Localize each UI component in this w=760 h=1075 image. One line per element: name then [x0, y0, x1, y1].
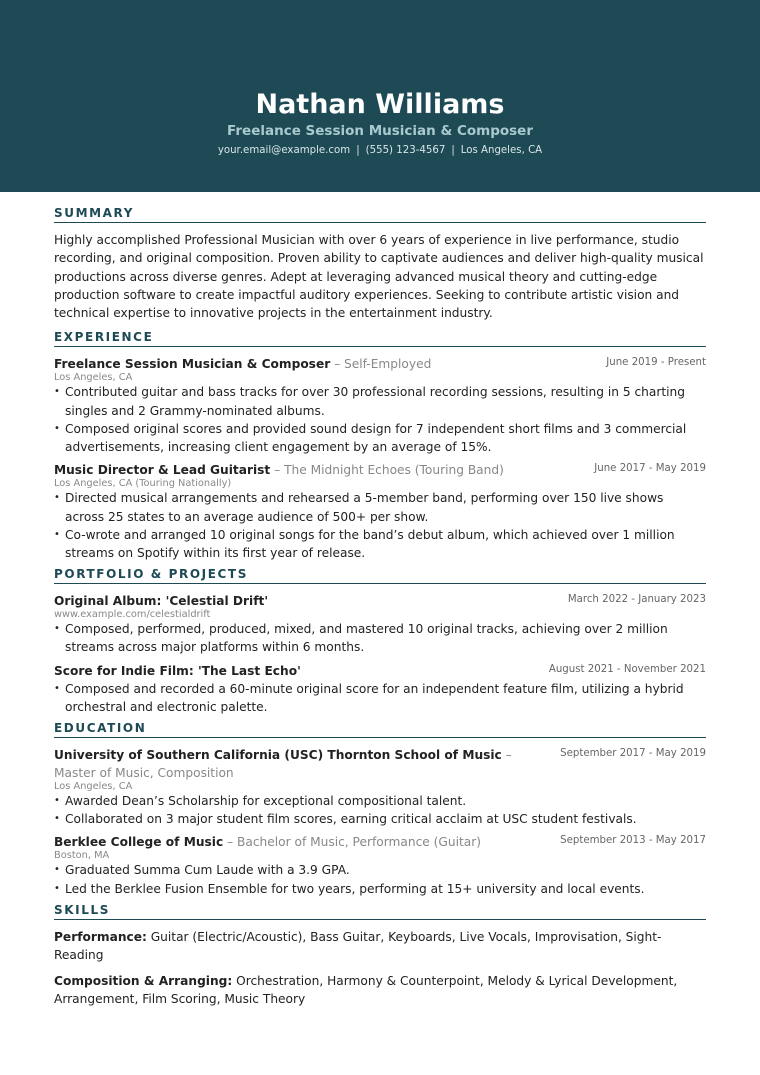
- job-title: Music Director & Lead Guitarist: [54, 463, 271, 478]
- education-date: September 2013 - May 2017: [560, 835, 706, 847]
- school-location: Boston, MA: [54, 850, 110, 862]
- project-name: Score for Indie Film: 'The Last Echo': [54, 663, 301, 678]
- project-link[interactable]: www.example.com/celestialdrift: [54, 609, 211, 621]
- section-title-experience: EXPERIENCE: [54, 330, 706, 347]
- project-date: August 2021 - November 2021: [548, 663, 706, 675]
- bullet-item: • Awarded Dean’s Scholarship for exceptional compositional talent.: [54, 792, 706, 810]
- bullet-item: • Collaborated on 3 major student film scores, earning critical acclaim at USC student festivals.: [54, 810, 706, 828]
- candidate-name: Nathan Williams: [255, 89, 505, 120]
- contact-separator: |: [356, 145, 360, 156]
- skill-label: Composition & Arranging:: [54, 974, 233, 989]
- education-entry: [54, 746, 706, 828]
- bullet-item: • Composed, performed, produced, mixed, and mastered 10 original tracks, achieving over 2 million streams across major platforms within 6 months.: [54, 620, 706, 656]
- job-date: June 2017 - May 2019: [594, 463, 706, 475]
- degree-name: – Bachelor of Music, Performance (Guitar): [223, 835, 481, 850]
- contact-location: Los Angeles, CA: [460, 145, 543, 156]
- contact-email[interactable]: your.email@example.com: [217, 145, 351, 156]
- skill-value: Guitar (Electric/Acoustic), Bass Guitar, Keyboards, Live Vocals, Improvisation, Sight-Reading: [54, 929, 662, 962]
- resume-header: [0, 0, 760, 192]
- school-name: Berklee College of Music: [54, 835, 224, 850]
- project-entry: [54, 662, 706, 716]
- job-date: June 2019 - Present: [606, 357, 706, 369]
- experience-entry: [54, 461, 706, 562]
- job-org: – Self-Employed: [330, 357, 432, 372]
- bullet-item: • Led the Berklee Fusion Ensemble for two years, performing at 15+ university and local events.: [54, 880, 706, 898]
- job-location: Los Angeles, CA (Touring Nationally): [54, 478, 232, 490]
- project-entry: [54, 592, 706, 656]
- skill-label: Performance:: [54, 929, 147, 944]
- section-title-skills: SKILLS: [54, 903, 706, 920]
- bullet-item: • Composed original scores and provided sound design for 7 independent short films and 3 commercial advertisements, increasing client engagement by an average of 15%.: [54, 420, 706, 456]
- bullet-item: • Composed and recorded a 60-minute original score for an independent feature film, utilizing a hybrid orchestral and electronic palette.: [54, 680, 706, 716]
- degree-name: – Master of Music, Composition: [54, 747, 512, 780]
- contact-line: [0, 143, 760, 159]
- bullet-item: • Directed musical arrangements and rehearsed a 5-member band, performing over 150 live shows across 25 states to an average audience of 500+ per show.: [54, 489, 706, 525]
- skill-line: [54, 928, 706, 964]
- bullet-item: • Contributed guitar and bass tracks for over 30 professional recording sessions, resulting in 5 charting singles and 2 Grammy-nominated albums.: [54, 383, 706, 419]
- education-entry: [54, 833, 706, 897]
- school-name: University of Southern California (USC) Thornton School of Music: [54, 747, 502, 762]
- section-title-projects: PORTFOLIO & PROJECTS: [54, 567, 706, 584]
- resume-body: [0, 192, 760, 1009]
- project-name: Original Album: 'Celestial Drift': [54, 594, 269, 609]
- job-location: Los Angeles, CA: [54, 372, 133, 384]
- experience-entry: [54, 355, 706, 456]
- school-location: Los Angeles, CA: [54, 780, 133, 792]
- bullet-item: • Co-wrote and arranged 10 original songs for the band’s debut album, which achieved over 1 million streams on Spotify within its first year of release.: [54, 526, 706, 562]
- project-date: March 2022 - January 2023: [567, 594, 706, 606]
- contact-separator: |: [451, 145, 455, 156]
- skill-value: Orchestration, Harmony & Counterpoint, Melody & Lyrical Development, Arrangement, Film Scoring, Music Theory: [54, 974, 678, 1007]
- section-title-summary: SUMMARY: [54, 206, 706, 223]
- summary-text: Highly accomplished Professional Musician with over 6 years of experience in live performance, studio recording, and original composition. Proven ability to captivate audiences and deliver high-quality musical productions across diverse genres. Adept at leveraging advanced musical theory and cutting-edge production software to create impactful auditory experiences. Seeking to contribute artistic vision and technical expertise to innovative projects in the entertainment industry.: [54, 233, 704, 321]
- candidate-role: Freelance Session Musician & Composer: [227, 123, 533, 139]
- section-title-education: EDUCATION: [54, 721, 706, 738]
- contact-phone[interactable]: (555) 123-4567: [365, 145, 446, 156]
- job-title: Freelance Session Musician & Composer: [54, 357, 331, 372]
- education-date: September 2017 - May 2019: [560, 747, 706, 759]
- skill-line: [54, 972, 706, 1008]
- bullet-item: • Graduated Summa Cum Laude with a 3.9 GPA.: [54, 861, 706, 879]
- job-org: – The Midnight Echoes (Touring Band): [270, 463, 504, 478]
